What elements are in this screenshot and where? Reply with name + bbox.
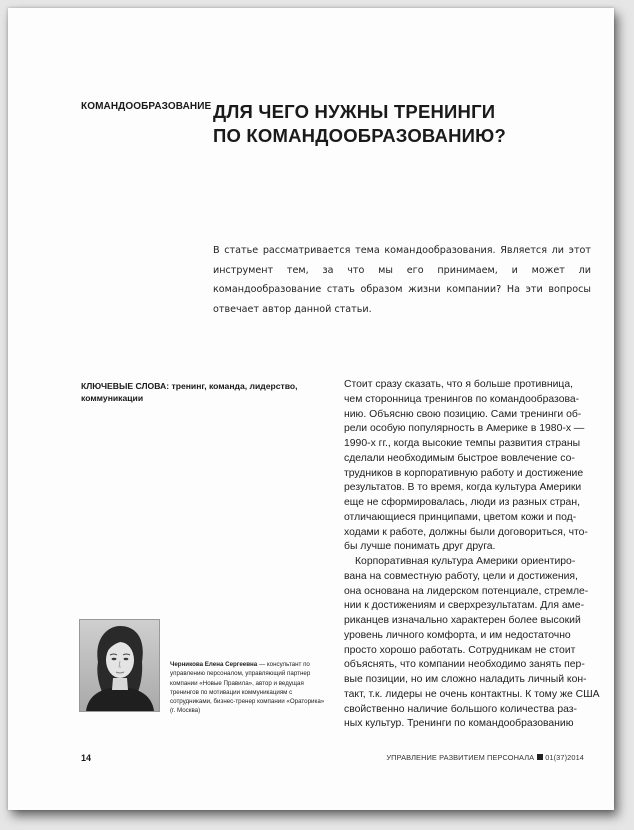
journal-name: УПРАВЛЕНИЕ РАЗВИТИЕМ ПЕРСОНАЛА <box>386 753 535 762</box>
body-line: 1990-х гг., когда высокие темпы развития страны <box>344 438 581 449</box>
body-line: рели особую популярность в Америке в 1980-х — <box>344 423 585 435</box>
journal-footer <box>386 753 584 762</box>
author-bio: — консультант по управлению персоналом, управляющий партнер компании «Новые Правила», автор и ведущая тренингов по мотивации коммуникациям с сотрудниками, бизнес-тренер компании «Ораторика» (г. Москва) <box>170 661 325 715</box>
body-line: просто хорошо работать. Сотрудникам не стоит <box>344 644 576 656</box>
magazine-page <box>8 8 614 810</box>
page-number: 14 <box>81 753 92 763</box>
keywords-value: тренинг, команда, лидерство, коммуникации <box>81 381 298 403</box>
body-line: риканцев изначально характерен более высокий <box>344 615 581 626</box>
body-line: еще не сформировалась, люди из разных стран, <box>344 497 580 508</box>
article-title-line: ПО КОМАНДООБРАЗОВАНИЮ? <box>213 125 506 146</box>
body-line: нию. Объясню свою позицию. Сами тренинги об- <box>344 408 582 420</box>
author-photo <box>80 620 159 711</box>
body-line: Корпоративная культура Америки ориентиро- <box>355 556 576 567</box>
body-line: уровень личного комфорта, и им недостаточно <box>344 629 571 641</box>
keywords <box>81 380 301 404</box>
body-line: она основана на лидерском потенциале, стремле- <box>344 585 589 597</box>
article-body <box>344 378 600 732</box>
body-line: вые позиции, но им сложно наладить личный кон- <box>344 674 587 685</box>
body-line: нии к достижениям и сверхрезультатам. Для аме- <box>344 600 585 612</box>
article-title-line: ДЛЯ ЧЕГО НУЖНЫ ТРЕНИНГИ <box>213 101 496 122</box>
keywords-label: КЛЮЧЕВЫЕ СЛОВА: <box>81 381 170 391</box>
body-line: свойственно наличие большого количества раз- <box>344 703 578 715</box>
body-line: такт, т.к. лидеры не очень контактны. К тому же США <box>344 688 600 700</box>
body-line: вана на совместную работу, цели и достижения, <box>344 570 578 582</box>
author-portrait-icon <box>80 620 159 711</box>
body-line: сделали необходимым быстрое вовлечение со- <box>344 452 575 464</box>
body-line: результатов. В то время, когда культура Америки <box>344 482 582 494</box>
section-rubric: КОМАНДООБРАЗОВАНИЕ <box>81 101 212 112</box>
body-line: бы лучше понимать друг друга. <box>344 541 496 553</box>
body-line: чем сторонница тренингов по командообразова- <box>344 393 580 405</box>
body-line: отличающиеся принципами, цветом кожи и под- <box>344 511 577 523</box>
body-line: ходами к работе, должны были договориться, что- <box>344 526 588 538</box>
body-line: объяснять, что компании необходимо занять пер- <box>344 659 585 671</box>
body-line: трудников в корпоративную работу и достижение <box>344 467 584 479</box>
author-name: Черникова Елена Сергеевна <box>170 661 258 668</box>
body-line: Стоит сразу сказать, что я больше противница, <box>344 379 574 390</box>
article-title <box>213 100 593 148</box>
journal-issue: 01(37)2014 <box>545 753 584 762</box>
square-icon <box>537 754 543 760</box>
author-info <box>170 660 330 716</box>
body-line: ных культур. Тренинги по командообразованию <box>344 718 574 730</box>
article-abstract: В статье рассматривается тема командообразования. Является ли этот инструмент тем, за что мы его принимаем, и может ли командообразование стать образом жизни компании? На эти вопросы отвечает автор данной статьи. <box>213 245 591 315</box>
